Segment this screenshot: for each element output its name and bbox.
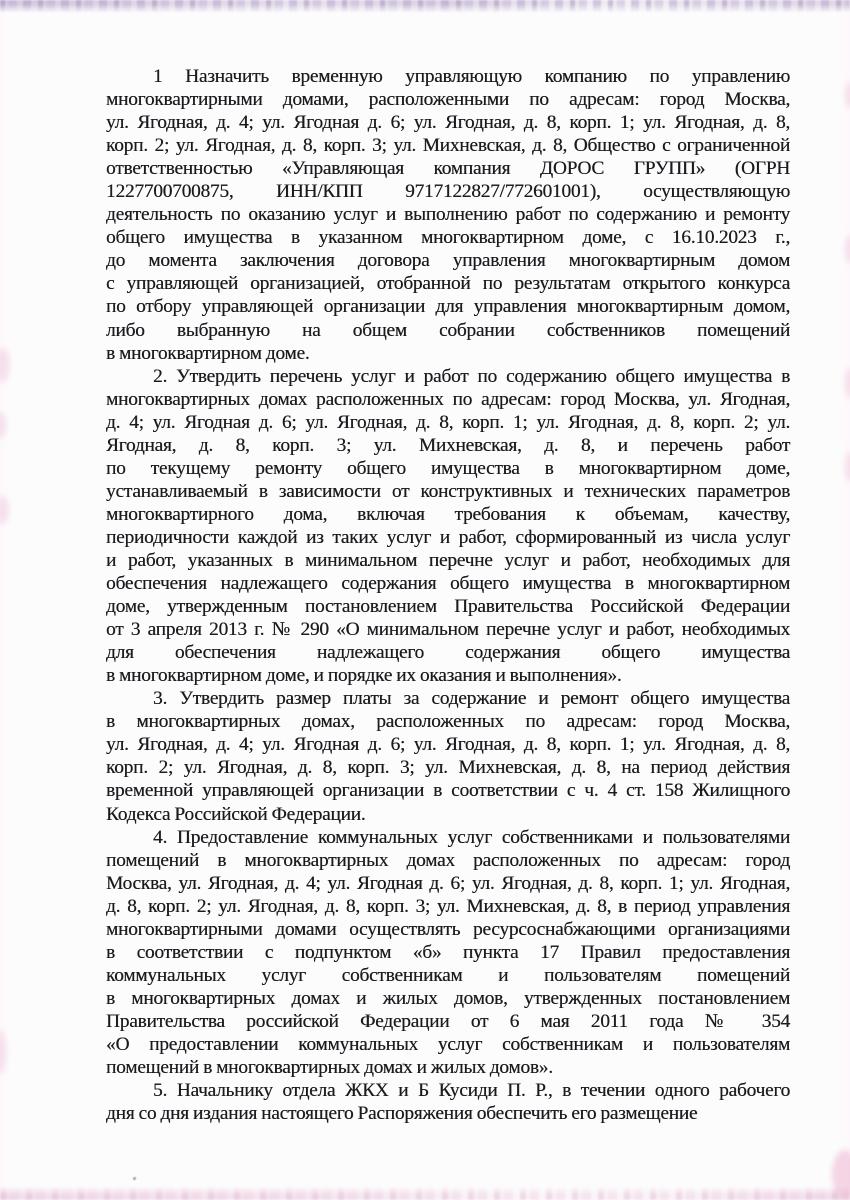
text-line: в многоквартирном доме, и порядке их оказания и выполнения». <box>106 665 622 687</box>
text-line: д. 4; ул. Ягодная д. 6; ул. Ягодная, д. 8, корп. 1; ул. Ягодная, д. 8, корп. 2; ул. <box>106 411 790 433</box>
text-line: д. 8, корп. 2; ул. Ягодная, д. 8, корп. 3; ул. Михневская, д. 8, в период управления <box>106 895 790 917</box>
text-line: 3. Утвердить размер платы за содержание и ремонт общего имущества <box>153 688 790 710</box>
scan-noise-bottom <box>0 1185 850 1200</box>
text-line: временной управляющей организации в соответствии с ч. 4 ст. 158 Жилищного <box>106 780 790 802</box>
text-line: доме, утвержденным постановлением Правительства Российской Федерации <box>106 596 790 618</box>
text-line: в соответствии с подпунктом «б» пункта 17 Правил предоставления <box>106 941 790 963</box>
text-line: многоквартирного дома, включая требования к объемам, качеству, <box>106 503 790 525</box>
text-line: ответственностью «Управляющая компания ДОРОС ГРУПП» (ОГРН <box>106 158 790 180</box>
paragraph-5 <box>106 1079 790 1125</box>
scan-speck <box>133 1177 136 1180</box>
text-line: Москва, ул. Ягодная, д. 4; ул. Ягодная д. 6; ул. Ягодная, д. 8, корп. 1; ул. Ягодная, <box>106 872 790 894</box>
paragraph-4 <box>106 826 790 1080</box>
text-line: помещений в многоквартирных домах и жилых домов». <box>106 1057 553 1079</box>
paragraph-1 <box>106 65 790 365</box>
text-line: 1227700700875, ИНН/КПП 9717122827/772601001), осуществляющую <box>106 181 790 203</box>
scan-smudge <box>0 1030 6 1074</box>
text-line: дня со дня издания настоящего Распоряжения обеспечить его размещение <box>106 1103 698 1125</box>
scan-smudge <box>845 452 850 482</box>
text-line: Ягодная, д. 8, корп. 3; ул. Михневская, д. 8, и перечень работ <box>106 434 790 456</box>
document-body <box>106 65 790 1125</box>
scan-smudge <box>0 348 10 382</box>
text-line: деятельность по оказанию услуг и выполнению работ по содержанию и ремонту <box>106 204 790 226</box>
text-line: в многоквартирном доме. <box>106 342 310 364</box>
text-line: коммунальных услуг собственникам и пользователям помещений <box>106 964 790 986</box>
text-line: либо выбранную на общем собрании собственников помещений <box>106 319 790 341</box>
text-line: устанавливаемый в зависимости от конструктивных и технических параметров <box>106 480 790 502</box>
text-line: общего имущества в указанном многоквартирном доме, с 16.10.2023 г., <box>106 227 790 249</box>
text-line: по отбору управляющей организации для управления многоквартирным домом, <box>106 296 790 318</box>
text-line: многоквартирных домах расположенных по адресам: город Москва, ул. Ягодная, <box>106 388 790 410</box>
text-line: корп. 2; ул. Ягодная, д. 8, корп. 3; ул. Михневская, д. 8, на период действия <box>106 757 790 779</box>
text-line: помещений в многоквартирных домах расположенных по адресам: город <box>106 849 790 871</box>
text-line: в многоквартирных домах и жилых домов, утвержденных постановлением <box>106 987 790 1009</box>
text-line: периодичности каждой из таких услуг и работ, сформированный из числа услуг <box>106 526 790 548</box>
text-line: 4. Предоставление коммунальных услуг собственниками и пользователями <box>153 826 790 848</box>
text-line: Правительства российской Федерации от 6 мая 2011 года № 354 <box>106 1010 790 1032</box>
scan-smudge <box>0 496 9 524</box>
text-line: от 3 апреля 2013 г. № 290 «О минимальном перечне услуг и работ, необходимых <box>106 619 790 641</box>
text-line: по текущему ремонту общего имущества в многоквартирном доме, <box>106 457 790 479</box>
text-line: многоквартирными домами осуществлять ресурсоснабжающими организациями <box>106 918 790 940</box>
scan-smudge <box>845 82 850 108</box>
text-line: для обеспечения надлежащего содержания общего имущества <box>106 642 790 664</box>
scan-smudge <box>0 412 6 438</box>
text-line: до момента заключения договора управления многоквартирным домом <box>106 250 790 272</box>
text-line: Кодекса Российской Федерации. <box>106 803 366 825</box>
text-line: 5. Начальнику отдела ЖКХ и Б Кусиди П. Р., в течении одного рабочего <box>153 1080 790 1102</box>
scan-smudge <box>845 235 850 263</box>
text-line: обеспечения надлежащего содержания общего имущества в многоквартирном <box>106 573 790 595</box>
text-line: «О предоставлении коммунальных услуг собственникам и пользователям <box>106 1033 790 1055</box>
paragraph-2 <box>106 365 790 688</box>
text-line: корп. 2; ул. Ягодная, д. 8, корп. 3; ул. Михневская, д. 8, Общество с ограниченной <box>106 135 790 157</box>
scan-noise-top <box>0 0 850 14</box>
text-line: в многоквартирных домах, расположенных по адресам: город Москва, <box>106 711 790 733</box>
scan-smudge <box>845 368 850 398</box>
text-line: 1 Назначить временную управляющую компанию по управлению <box>153 66 790 87</box>
text-line: и работ, указанных в минимальном перечне услуг и работ, необходимых для <box>106 549 790 571</box>
text-line: ул. Ягодная, д. 4; ул. Ягодная д. 6; ул. Ягодная, д. 8, корп. 1; ул. Ягодная, д. 8, <box>106 734 790 756</box>
text-line: с управляющей организацией, отобранной по результатам открытого конкурса <box>106 273 790 295</box>
text-line: ул. Ягодная, д. 4; ул. Ягодная д. 6; ул. Ягодная, д. 8, корп. 1; ул. Ягодная, д. 8, <box>106 112 790 134</box>
paragraph-3 <box>106 687 790 825</box>
text-line: многоквартирными домами, расположенными по адресам: город Москва, <box>106 89 790 111</box>
text-line: 2. Утвердить перечень услуг и работ по содержанию общего имущества в <box>153 365 790 387</box>
